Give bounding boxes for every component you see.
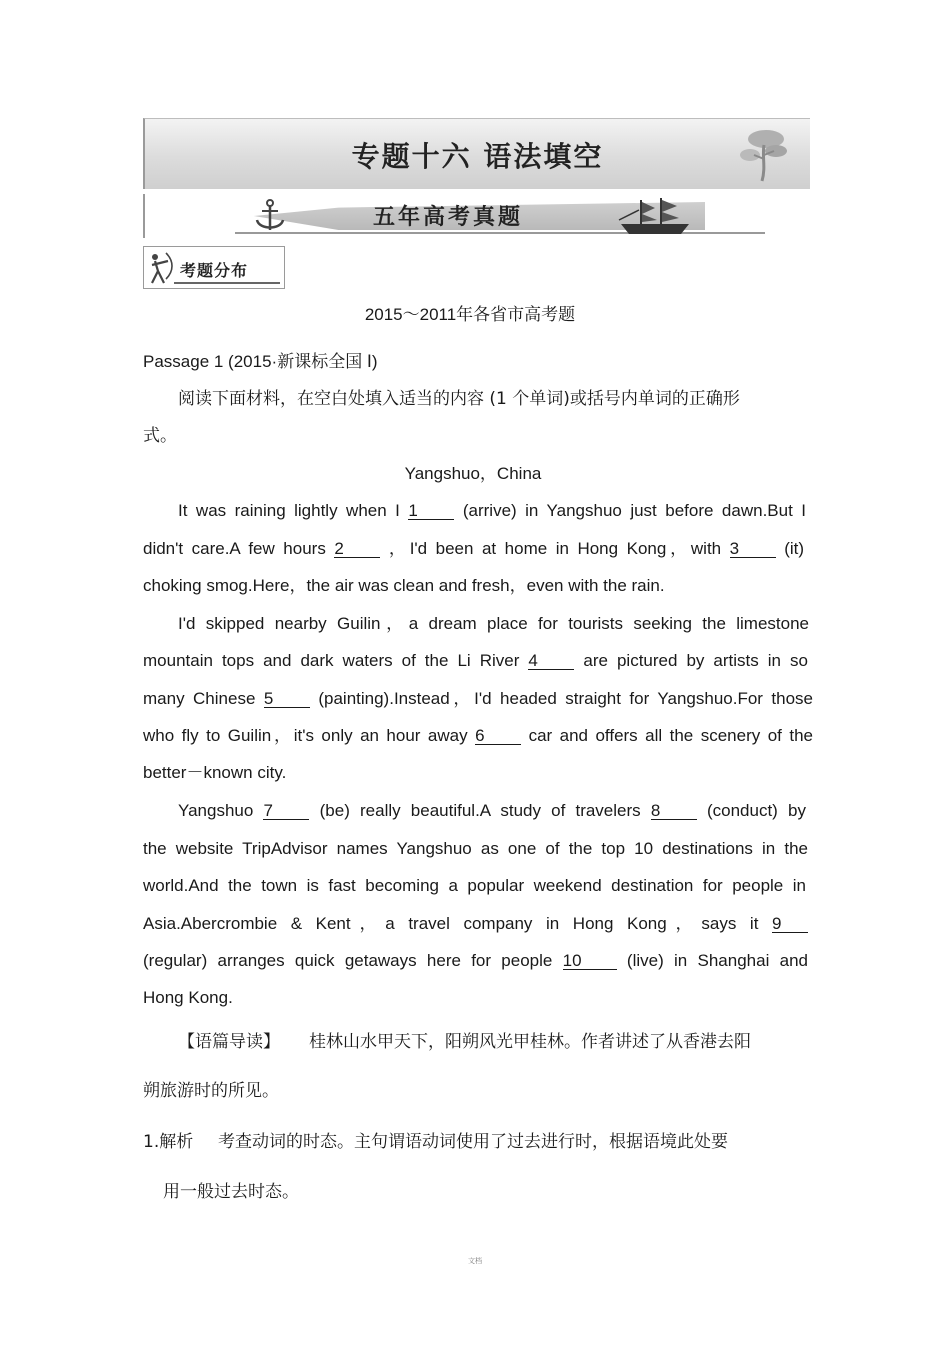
exam-heading: 2015～2011年各省市高考题 bbox=[364, 305, 576, 324]
passage-line: Yangshuo 7 (be) really beautiful.A study of travelers 8 (conduct) by bbox=[178, 801, 806, 820]
section-banner bbox=[143, 194, 778, 238]
section-title: 五年高考真题 bbox=[373, 205, 524, 230]
blank-10[interactable]: 10 bbox=[563, 952, 617, 970]
ship-icon bbox=[615, 196, 695, 236]
passage-line: the website TripAdvisor names Yangshuo as one of the top 10 destinations in the bbox=[143, 839, 808, 858]
passage-line: mountain tops and dark waters of the Li River 4 are pictured by artists in so bbox=[143, 651, 808, 670]
analysis-label: 1.解析 bbox=[143, 1132, 194, 1152]
exam-distribution-tag bbox=[143, 246, 285, 289]
blank-7[interactable]: 7 bbox=[263, 802, 309, 820]
instructions-line-2: 式。 bbox=[143, 426, 177, 446]
guide-text-line-2: 朔旅游时的所见。 bbox=[143, 1081, 279, 1101]
topic-title: 专题十六 语法填空 bbox=[351, 140, 604, 173]
topic-banner bbox=[143, 118, 810, 189]
guide-label: 【语篇导读】 bbox=[178, 1032, 280, 1052]
passage-line: Asia.Abercrombie & Kent，a travel company in Hong Kong，says it 9 bbox=[143, 913, 808, 935]
blank-9[interactable]: 9 bbox=[772, 915, 808, 933]
passage-line: world.And the town is fast becoming a popular weekend destination for people in bbox=[143, 876, 806, 895]
blank-3[interactable]: 3 bbox=[730, 540, 776, 558]
analysis-text-line-2: 用一般过去时态。 bbox=[163, 1182, 299, 1202]
passage-line: many Chinese 5 (painting).Instead，I'd headed straight for Yangshuo.For those bbox=[143, 689, 813, 708]
tree-icon bbox=[736, 125, 788, 183]
passage-line: (regular) arranges quick getaways here for people 10 (live) in Shanghai and bbox=[143, 951, 808, 970]
page-footer: 文档 bbox=[468, 1258, 482, 1265]
passage-line: It was raining lightly when I 1 (arrive) in Yangshuo just before dawn.But I bbox=[178, 501, 806, 520]
passage-line: Hong Kong. bbox=[143, 988, 233, 1007]
passage-line: who fly to Guilin，it's only an hour away 6 car and offers all the scenery of the bbox=[143, 726, 813, 745]
blank-5[interactable]: 5 bbox=[264, 690, 310, 708]
blank-2[interactable]: 2 bbox=[334, 540, 380, 558]
blank-1[interactable]: 1 bbox=[408, 502, 454, 520]
blank-6[interactable]: 6 bbox=[475, 727, 521, 745]
analysis-text-line-1: 考查动词的时态。主句谓语动词使用了过去进行时，根据语境此处要 bbox=[218, 1132, 728, 1152]
tag-label: 考题分布 bbox=[180, 261, 249, 280]
blank-8[interactable]: 8 bbox=[651, 802, 697, 820]
anchor-icon bbox=[253, 198, 287, 234]
archer-icon bbox=[146, 251, 176, 285]
blank-4[interactable]: 4 bbox=[528, 652, 574, 670]
passage-line: I'd skipped nearby Guilin，a dream place for tourists seeking the limestone bbox=[178, 614, 809, 633]
passage-title: Yangshuo，China bbox=[404, 464, 542, 483]
passage-line: didn't care.A few hours 2 ，I'd been at home in Hong Kong，with 3 (it) bbox=[143, 539, 805, 558]
passage-line: choking smog.Here，the air was clean and fresh，even with the rain. bbox=[143, 576, 665, 595]
guide-text-line-1: 桂林山水甲天下，阳朔风光甲桂林。作者讲述了从香港去阳 bbox=[309, 1032, 751, 1052]
passage-label: Passage 1 (2015·新课标全国 Ⅰ) bbox=[143, 352, 378, 371]
passage-line: better－known city. bbox=[143, 763, 287, 782]
instructions-line-1: 阅读下面材料，在空白处填入适当的内容 (1 个单词)或括号内单词的正确形 bbox=[178, 389, 740, 409]
